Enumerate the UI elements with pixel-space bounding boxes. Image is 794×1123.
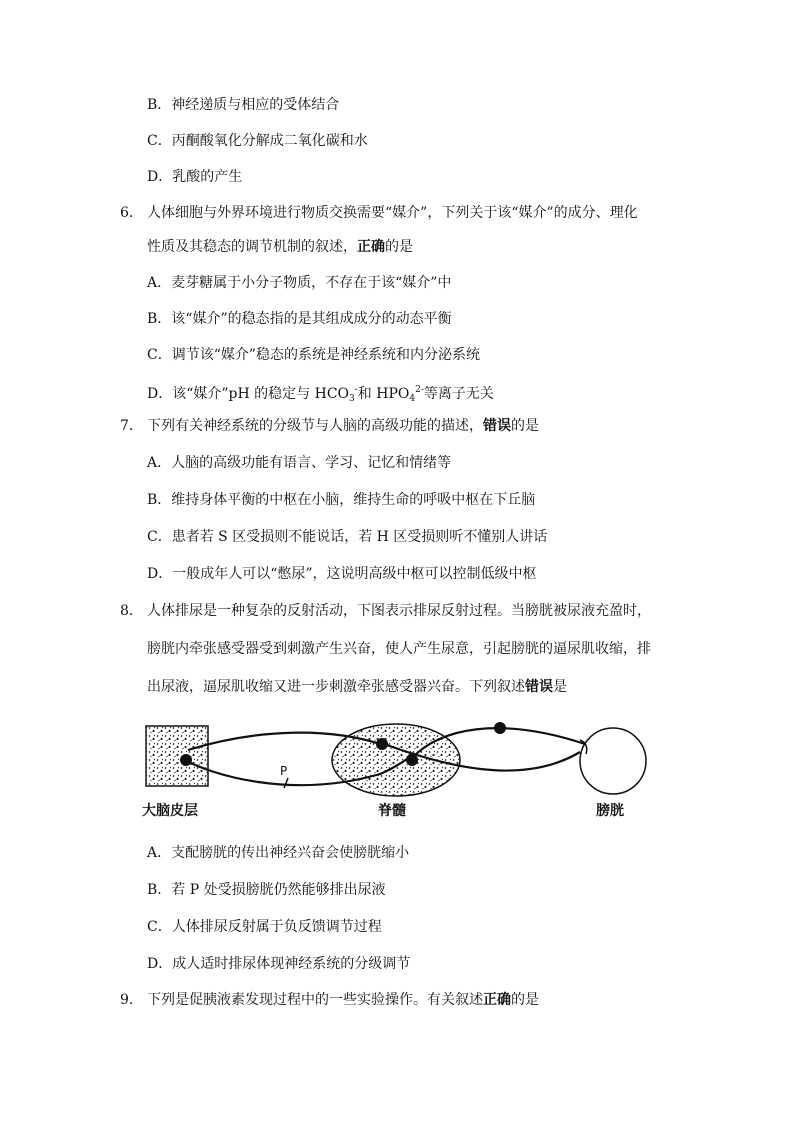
q8-stem-line3: 出尿液，逼尿肌收缩又进一步刺激牵张感受器兴奋。下列叙述错误是	[147, 679, 567, 695]
q6-stem-line2: 性质及其稳态的调节机制的叙述，正确的是	[147, 239, 413, 255]
afferent-ganglion	[494, 722, 506, 734]
q5-option-d: D．乳酸的产生	[147, 169, 243, 185]
q8-option-d: D．成人适时排尿体现神经系统的分级调节	[147, 956, 411, 972]
q7-option-a: A．人脑的高级功能有语言、学习、记忆和情绪等	[147, 455, 452, 471]
reflex-diagram-svg	[140, 718, 660, 798]
spinal-interneuron	[376, 738, 388, 750]
q8-option-c: C．人体排尿反射属于负反馈调节过程	[147, 919, 382, 935]
q8-stem-line1: 人体排尿是一种复杂的反射活动，下图表示排尿反射过程。当膀胱被尿液充盈时，	[147, 603, 651, 619]
q6-stem-line1: 人体细胞与外界环境进行物质交换需要“媒介”，下列关于该“媒介”的成分、理化	[147, 205, 638, 221]
q9-keyword: 正确	[483, 992, 511, 1008]
label-p: P	[280, 764, 288, 778]
cortex-box	[146, 726, 208, 786]
q8-option-b: B．若 P 处受损膀胱仍然能够排出尿液	[147, 882, 386, 898]
q6-option-a: A．麦芽糖属于小分子物质，不存在于该“媒介”中	[147, 275, 452, 291]
q5-option-c: C．丙酮酸氧化分解成二氧化碳和水	[147, 133, 368, 149]
q7-keyword: 错误	[483, 418, 511, 434]
q6-option-c: C．调节该“媒介”稳态的系统是神经系统和内分泌系统	[147, 347, 481, 363]
spinal-motor-neuron	[406, 754, 418, 766]
p-marker-line	[284, 778, 288, 788]
q6-keyword: 正确	[357, 239, 385, 255]
q7-option-c: C．患者若 S 区受损则不能说话，若 H 区受损则听不懂别人讲话	[147, 529, 548, 545]
q7-number: 7．	[120, 418, 143, 434]
q6-option-b: B．该“媒介”的稳态指的是其组成成分的动态平衡	[147, 311, 452, 327]
q8-number: 8．	[120, 603, 143, 619]
bladder-circle	[580, 728, 646, 794]
spinal-cord-ellipse	[332, 724, 460, 796]
reflex-diagram	[140, 718, 660, 828]
q8-option-a: A．支配膀胱的传出神经兴奋会使膀胱缩小	[147, 845, 410, 861]
q5-option-b: B．神经递质与相应的受体结合	[147, 97, 340, 113]
label-bladder: 膀胱	[596, 803, 624, 819]
q7-stem: 下列有关神经系统的分级节与人脑的高级功能的描述，错误的是	[147, 418, 539, 434]
label-spinal-cord: 脊髓	[378, 803, 406, 819]
q9-stem: 下列是促胰液素发现过程中的一些实验操作。有关叙述正确的是	[147, 992, 539, 1008]
q9-number: 9．	[120, 992, 143, 1008]
q8-stem-line2: 膀胱内牵张感受器受到刺激产生兴奋，使人产生尿意，引起膀胱的逼尿肌收缩，排	[147, 641, 651, 657]
q7-option-b: B．维持身体平衡的中枢在小脑，维持生命的呼吸中枢在下丘脑	[147, 492, 536, 508]
q7-option-d: D．一般成年人可以“憋尿”，这说明高级中枢可以控制低级中枢	[147, 566, 537, 582]
q6-option-d: D．该“媒介”pH 的稳定与 $HCO_3^-$和 $HPO_4^{2-}$等离子无关	[147, 385, 494, 404]
cortex-neuron	[180, 754, 192, 766]
q6-number: 6．	[120, 205, 143, 221]
label-cortex: 大脑皮层	[142, 803, 198, 819]
q8-keyword: 错误	[525, 679, 553, 695]
